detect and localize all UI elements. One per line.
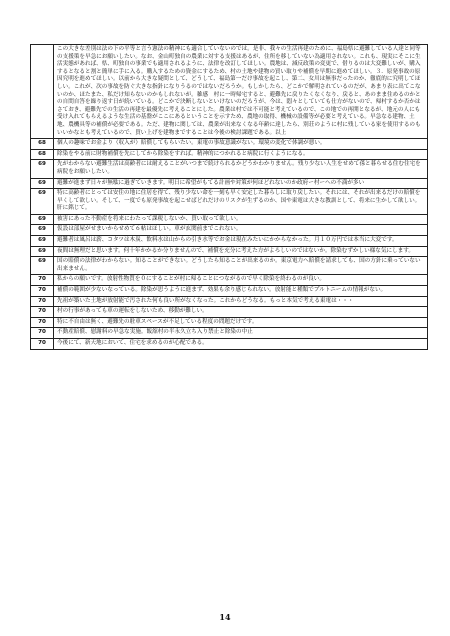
row-number: 70 — [31, 339, 54, 350]
row-comment: 特に不自由は無く、避難先の駐車スペースが不足している程度の問題だけです。 — [54, 317, 428, 328]
table-row — [31, 257, 428, 275]
table-row — [31, 225, 428, 236]
row-comment: 補償の範囲が少ないなっている。除染が思うように進まず、効果も余り感じられない。放射能と種類でプルトニームの情報がない。 — [54, 286, 428, 297]
row-number: 69 — [31, 189, 54, 215]
row-comment: 個人の趣味でお金より（収入が）賠償してもらいたい。東電の事故意識がない。環境の変化で体調が悪い。 — [54, 139, 428, 150]
row-comment: 除染をやる前に財物補償を先にしてから除染をすれば。精神的につかれると病院に行くようになる。 — [54, 149, 428, 160]
row-number: 69 — [31, 178, 54, 189]
comments-table-body — [31, 45, 428, 350]
row-number: 70 — [31, 307, 54, 318]
row-number: 69 — [31, 236, 54, 247]
row-number: 70 — [31, 286, 54, 297]
row-number: 70 — [31, 296, 54, 307]
row-number: 68 — [31, 149, 54, 160]
row-number: 69 — [31, 246, 54, 257]
table-row — [31, 286, 428, 297]
table-row — [31, 160, 428, 178]
table-row — [31, 214, 428, 225]
table-row — [31, 246, 428, 257]
row-comment: 国の賠償の法律がわからない。知ることができない。どうしたら知ることが出来るのか。東京電力へ賠償を請求しても、国の方針に乗っていない出来ません。 — [54, 257, 428, 275]
row-number: 69 — [31, 257, 54, 275]
row-number: 68 — [31, 139, 54, 150]
row-number: 69 — [31, 214, 54, 225]
table-row — [31, 296, 428, 307]
table-row — [31, 339, 428, 350]
row-comment: 仮設は部屋がせまいからせめて６帖はほしい。車が玄関前までこれない。 — [54, 225, 428, 236]
table-row — [31, 45, 428, 139]
row-comment: 不動産賠償、慰謝料の早急な実施。飯舘村の半永久立ち入り禁止と除染の中止 — [54, 328, 428, 339]
row-comment: 避難者は風呂は薪、コタツは木炭、飲料水は山からの引き水等でお金は現在みたいにかからなかった。月１０万円では本当に大変です。 — [54, 236, 428, 247]
row-comment: 先祖が築いた土地が放射能で汚された何も良い所がなくなった。これからどうなる。もっと本気で考える東電は・・・ — [54, 296, 428, 307]
row-number: 70 — [31, 328, 54, 339]
row-comment: 私からの願いです。放射性物質を０にすることが村に帰ることにつながるので早く除染を終わるのが良い。 — [54, 275, 428, 286]
table-row — [31, 149, 428, 160]
row-comment: 避難が進まず日々が無駄に過ぎていきます。明日に希望がもてる計画や対策が何ほどれないのか政府ー村ーへの不満が多い — [54, 178, 428, 189]
page-number: 14 — [219, 612, 231, 622]
row-number: 70 — [31, 275, 54, 286]
row-comment: この大きな差別は法の下の平等と言う憲法の精神にも適合していないのでは。是非、我々の生活再建のために、福島県に避難している人達と同等の支援策を早急にお願いしたい。なお、金山町独自の農業に対する支援はあるが、住所を移していない為適用されない。これも、現実にそこに生活実態があれば、県、町独自の事業でも適用されるように、法律を改訂してほしい。農地は、減反政策の変更で、借りるのは大変難しいが、購入するとなると割と簡単に手に入る。購入するための資金にするため、村の土地や建物の買い取りや補償を早期に進めてほしい。３．原発事故の原因究明を進めてほしい。以前から大きな疑問として、どうして、福島第一だけ事故を起こし、第二、女川は無事だったのか、徹底的に究明してほしい。これが、次の事故を防ぐ大きな指針になりうるのではないだろうか。もしかしたら、どこかで解明されているのだが、あまり表に出てこないのか、ほたまた、私だけ知らないのかもしれないが。雑感 村に一時帰宅すると、避難先に戻りたくなくなり、戻ると、あのまま住めるのかとの自問自答を繰り返す日が続いている。どこかで決断しないといけないのだろうが、今は、悶々としていても仕方がないので、帰村するか否かはさておき、避難先での生活の再建を最優先に考えることにした。農業は村では不可能と考えているので、この地での再開となるが、地元の人にも受け入れてもらえるような生活の基盤がここにあるということを示すため、農地の取得、機械の設備等が必要と考えている。早急なる建物、土地、農機具等の補償が必要である。ただ、建物に関しては、農業が出来なくなる年齢に達したら、別荘のように村に残している家を使用するのもいいかなとも考えているので、買い上げを建物まですることは今後の検討課題である。以上 — [54, 45, 428, 139]
table-row — [31, 189, 428, 215]
row-comment: 今後にて、新天地において、住宅を求めるのが心配である。 — [54, 339, 428, 350]
table-row — [31, 139, 428, 150]
table-row — [31, 328, 428, 339]
row-comment: 被害にあった不動産を将来にわたって課税しないか、買い取って欲しい。 — [54, 214, 428, 225]
table-row — [31, 275, 428, 286]
table-row — [31, 178, 428, 189]
row-number: 69 — [31, 160, 54, 178]
table-row — [31, 317, 428, 328]
row-comment: 先がわからない避難生活は高齢者には耐えることがいつまで続けられるかどうかわかりません。残り少ない人生をせめて孫と暮らせる住む住宅を病院をお願いしたい。 — [54, 160, 428, 178]
row-number: 69 — [31, 225, 54, 236]
table-row — [31, 307, 428, 318]
row-number: 70 — [31, 317, 54, 328]
row-comment: 村の行事があっても車の運転をしないため、移動が難しい。 — [54, 307, 428, 318]
comments-table — [30, 44, 428, 350]
row-number — [31, 45, 54, 139]
row-comment: 特に高齢者にとっては安住の地に住居を得て、残り少ない命を一刻も早く安定した暮らしに取り戻したい。それには、それが出来るだけの賠償を早くして欲しい。そして、一度でも原発事故を起こせばどれだけのリスクが生ずるのか、国や東電は大きな教訓として、将来に生かして欲しい。肝に銘じて。 — [54, 189, 428, 215]
row-comment: 夜間は無理だと思います。何十年かかるか分りませんので、補償を充分に考えた方がよろしいのではないか。除染むずかしい様な気にします。 — [54, 246, 428, 257]
table-row — [31, 236, 428, 247]
